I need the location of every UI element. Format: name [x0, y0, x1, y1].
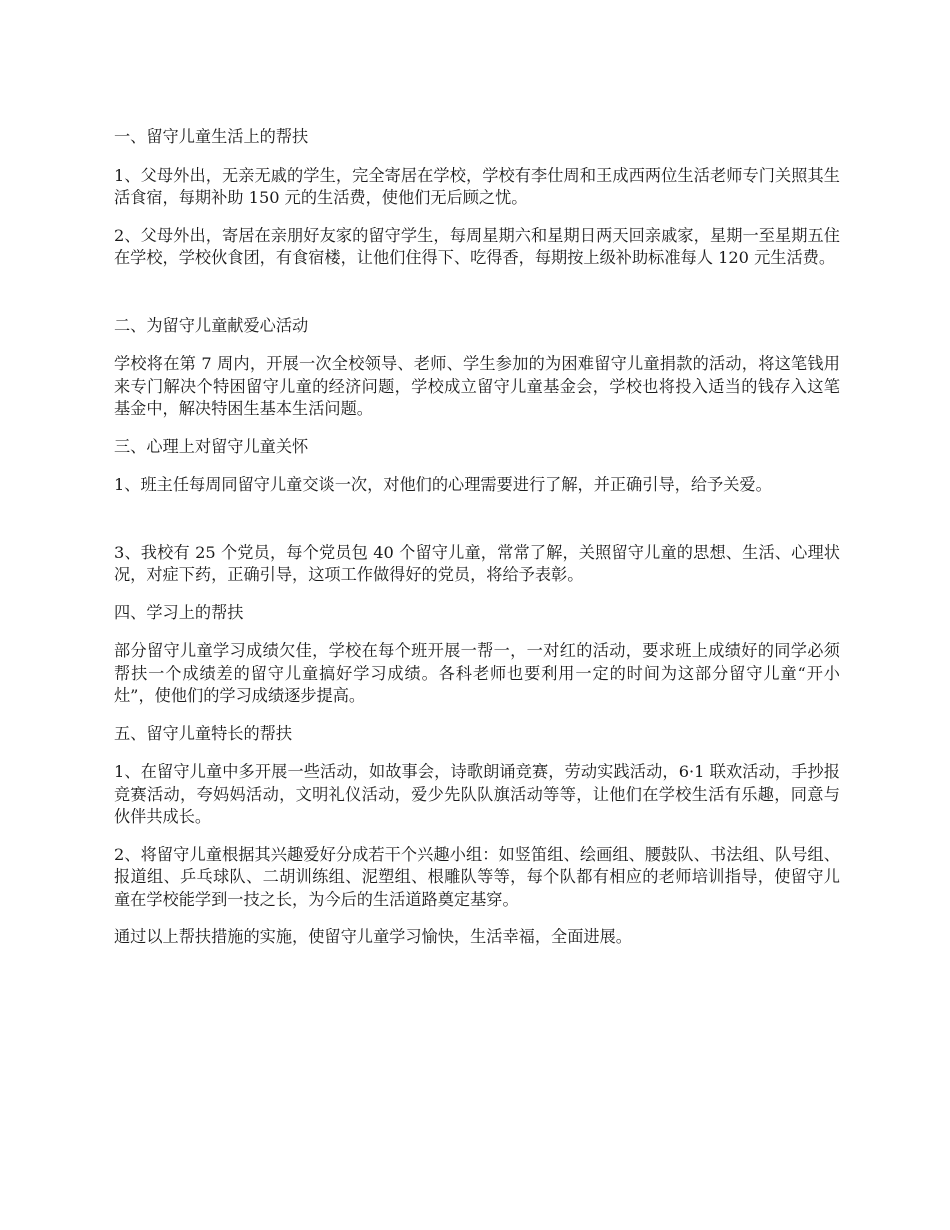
section-3-paragraph-3: 3、我校有 25 个党员，每个党员包 40 个留守儿童，常常了解，关照留守儿童的思想、生活、心理状况，对症下药，正确引导，这项工作做得好的党员，将给予表彰。 [114, 542, 840, 584]
section-5-paragraph-1: 1、在留守儿童中多开展一些活动，如故事会，诗歌朗诵竞赛，劳动实践活动，6·1 联欢活动，手抄报竞赛活动，夸妈妈活动，文明礼仪活动，爱少先队队旗活动等等，让他们在学校生活有乐趣，同意与伙伴共成长。 [114, 762, 840, 826]
section-4-heading: 四、学习上的帮扶 [114, 602, 244, 622]
section-1-paragraph-1: 1、父母外出，无亲无戚的学生，完全寄居在学校，学校有李仕周和王成西两位生活老师专门关照其生活食宿，每期补助 150 元的生活费，使他们无后顾之忧。 [114, 165, 840, 207]
spacer [114, 512, 840, 542]
document-body [114, 126, 840, 964]
section-3-paragraph-1: 1、班主任每周同留守儿童交谈一次，对他们的心理需要进行了解，并正确引导，给予关爱。 [114, 475, 772, 494]
section-3-heading: 三、心理上对留守儿童关怀 [114, 436, 309, 456]
section-2-heading: 二、为留守儿童献爱心活动 [114, 315, 309, 335]
conclusion-paragraph: 通过以上帮扶措施的实施，使留守儿童学习愉快，生活幸福，全面进展。 [114, 927, 632, 946]
section-2-paragraph-1: 学校将在第 7 周内，开展一次全校领导、老师、学生参加的为困难留守儿童捐款的活动，将这笔钱用来专门解决个特困留守儿童的经济问题，学校成立留守儿童基金会，学校也将投入适当的钱存入这笔基金中，解决特困生基本生活问题。 [114, 354, 840, 418]
section-1-heading: 一、留守儿童生活上的帮扶 [114, 127, 309, 146]
section-5-heading: 五、留守儿童特长的帮扶 [114, 723, 293, 743]
section-1-paragraph-2: 2、父母外出，寄居在亲朋好友家的留守学生，每周星期六和星期日两天回亲戚家，星期一至星期五住在学校，学校伙食团，有食宿楼，让他们住得下、吃得香，每期按上级补助标准每人 120 元生活费。 [114, 225, 840, 267]
section-4-paragraph-1: 部分留守儿童学习成绩欠佳，学校在每个班开展一帮一，一对红的活动，要求班上成绩好的同学必须帮扶一个成绩差的留守儿童搞好学习成绩。各科老师也要利用一定的时间为这部分留守儿童“开小灶”，使他们的学习成绩逐步提高。 [114, 641, 840, 705]
spacer [114, 285, 840, 315]
section-5-paragraph-2: 2、将留守儿童根据其兴趣爱好分成若干个兴趣小组：如竖笛组、绘画组、腰鼓队、书法组、队号组、报道组、乒乓球队、二胡训练组、泥塑组、根雕队等等，每个队都有相应的老师培训指导，使留守儿童在学校能学到一技之长，为今后的生活道路奠定基穿。 [114, 844, 840, 909]
